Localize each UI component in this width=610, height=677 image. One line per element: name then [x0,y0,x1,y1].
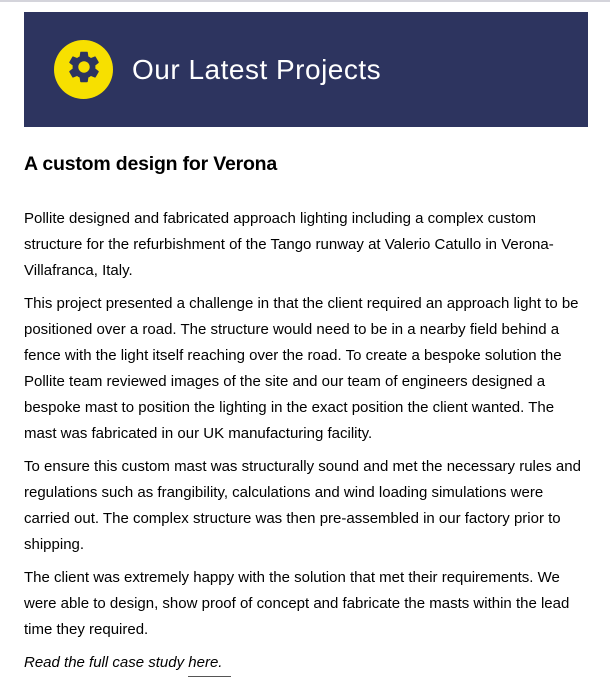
banner-title: Our Latest Projects [132,53,382,85]
paragraph-engineering: To ensure this custom mast was structurally sound and met the necessary rules and regulations such as frangibility, calculations and wind loading simulations were carried out. The complex structure was then pre-assembled in our factory prior to shipping. [24,458,581,553]
icon-circle [54,40,113,99]
article-heading: A custom design for Verona [24,153,278,175]
article-body [24,153,588,677]
paragraph-intro: Pollite designed and fabricated approach lighting including a complex custom structure for the refurbishment of the Tango runway at Valerio Catullo in Verona-Villafranca, Italy. [24,210,554,279]
paragraph-outcome: The client was extremely happy with the solution that met their requirements. We were able to design, show proof of concept and fabricate the masts within the lead time they required. [24,569,570,638]
gear-icon [65,48,103,91]
paragraph-challenge: This project presented a challenge in that the client required an approach light to be positioned over a road. The structure would need to be in a nearby field behind a fence with the light itself reaching over the road. To create a bespoke solution the Pollite team reviewed images of the site and our team of engineers designed a bespoke mast to position the lighting in the exact position the client wanted. The mast was fabricated in our UK manufacturing facility. [24,295,579,442]
cta-line [24,650,588,677]
cta-prefix: Read the full case study [24,654,189,671]
header-banner [24,12,588,127]
top-divider [0,0,610,2]
case-study-link[interactable]: here. [188,650,231,677]
